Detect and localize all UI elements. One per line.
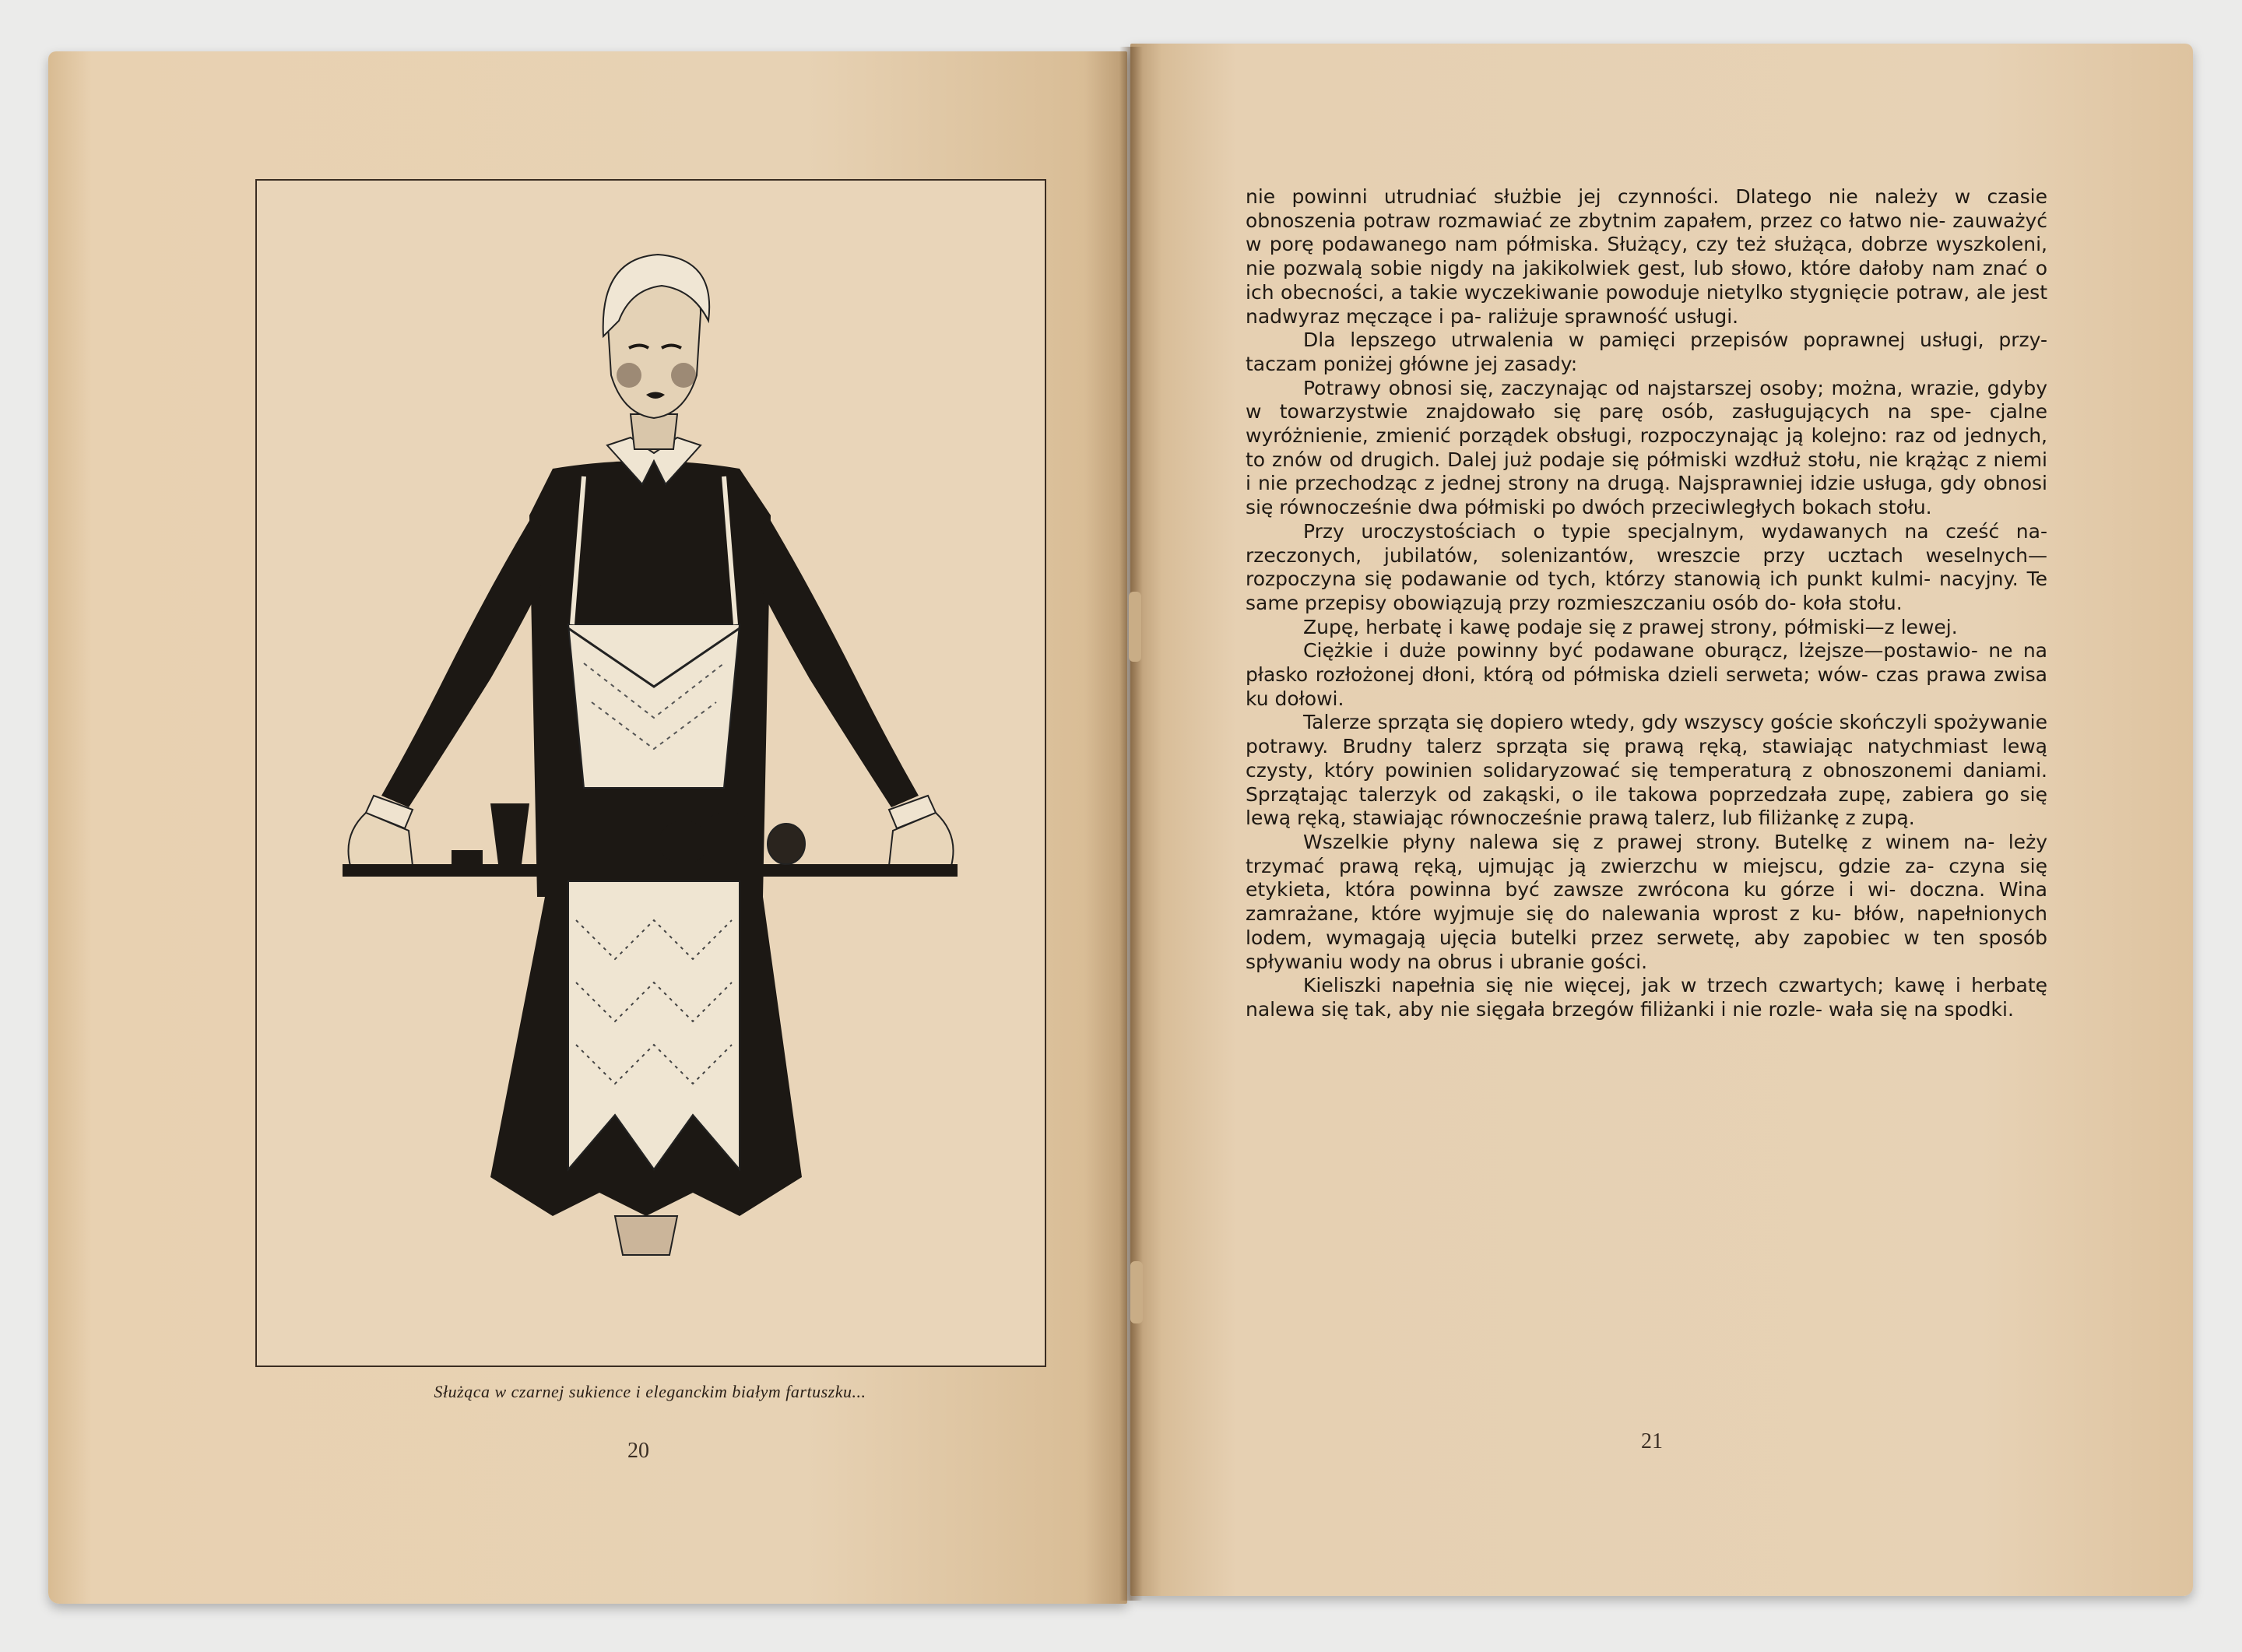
page-number-left: 20: [627, 1439, 649, 1463]
illustration-caption: Służąca w czarnej sukience i eleganckim białym fartuszku...: [434, 1382, 866, 1401]
paragraph: Zupę, herbatę i kawę podaje się z prawej strony, półmiski—z lewej.: [1303, 615, 1958, 638]
paragraph: Talerze sprząta się dopiero wtedy, gdy wszyscy goście skończyli spożywanie potrawy. Brudny talerz sprząta się prawą ręką, stawiając natychmiast lewą czysty, który powinien solidaryzować się temperaturą z obnoszonemi daniami. Sprzątając talerzyk od zakąski, o ile takowa poprzedzała zupę, zabiera go się lewą ręką, stawiając równocześnie prawą talerz, lub filiżankę z zupą.: [1246, 711, 2047, 830]
paragraph: nie powinni utrudniać służbie jej czynności. Dlatego nie należy w czasie obnoszenia potraw rozmawiać ze zbytnim zapałem, przez co łatwo nie- zauważyć w porę podawanego nam półmiska. Służący, czy też służąca, dobrze wyszkoleni, nie pozwalą sobie nigdy na jakikolwiek gest, lub słowo, które dałoby nam znać o ich obecności, a takie wyczekiwanie powoduje nietylko stygnięcie potraw, ale jest nadwyraz męczące i pa- raliżuje sprawność usługi.: [1246, 185, 2047, 328]
binding-thread: [1130, 1261, 1143, 1323]
maid-with-tray-illustration: [257, 181, 1045, 1366]
paragraph: Przy uroczystościach o typie specjalnym, wydawanych na cześć na- rzeczonych, jubilatów, solenizantów, wreszcie przy ucztach weselnych— rozpoczyna się podawanie od tych, którzy stanowią ich punkt kulmi- nacyjny. Te same przepisy obowiązują przy rozmieszczaniu osób do- koła stołu.: [1246, 519, 2047, 614]
paragraph: Kieliszki napełnia się nie więcej, jak w trzech czwartych; kawę i herbatę nalewa się tak, aby nie sięgała brzegów filiżanki i nie rozle- wała się na spodki.: [1246, 974, 2047, 1021]
binding-thread: [1129, 592, 1141, 662]
paragraph: Wszelkie płyny nalewa się z prawej strony. Butelkę z winem na- leży trzymać prawą ręką, ujmując ją zwierzchu w miejscu, gdzie za- czyna się etykieta, która powinna być zawsze zwrócona ku górze i wi- doczna. Wina zamrażane, które wyjmuje się do nalewania wprost z ku- błów, napełnionych lodem, wymagają ujęcia butelki przez serwetę, aby zapobiec w ten sposób spływaniu wody na obrus i ubranie gości.: [1246, 830, 2047, 973]
paragraph: Dla lepszego utrwalenia w pamięci przepisów poprawnej usługi, przy- taczam poniżej główne jej zasady:: [1246, 329, 2047, 375]
paragraph: Potrawy obnosi się, zaczynając od najstarszej osoby; można, wrazie, gdyby w towarzystwie znajdowało się parę osób, zasługujących na spe- cjalne wyróżnienie, zmienić porządek obsługi, rozpoczynając ją kolejno: raz od jednych, to znów od drugich. Dalej już podaje się półmiski wzdłuż stołu, nie krążąc z niemi i nie przechodząc z jednej strony na drugą. Najsprawniej idzie usługa, gdy obnosi się równocześnie dwa półmiski po dwóch przeciwległych bokach stołu.: [1246, 376, 2047, 519]
page-number-right: 21: [1641, 1429, 1663, 1453]
paragraph: Ciężkie i duże powinny być podawane oburącz, lżejsze—postawio- ne na płasko rozłożonej dłoni, którą od półmiska dzieli serweta; wów- czas prawa zwisa ku dołowi.: [1246, 639, 2047, 710]
book-gutter: [1119, 47, 1143, 1601]
illustration-frame: [255, 179, 1046, 1367]
body-text: [1246, 185, 2047, 1022]
